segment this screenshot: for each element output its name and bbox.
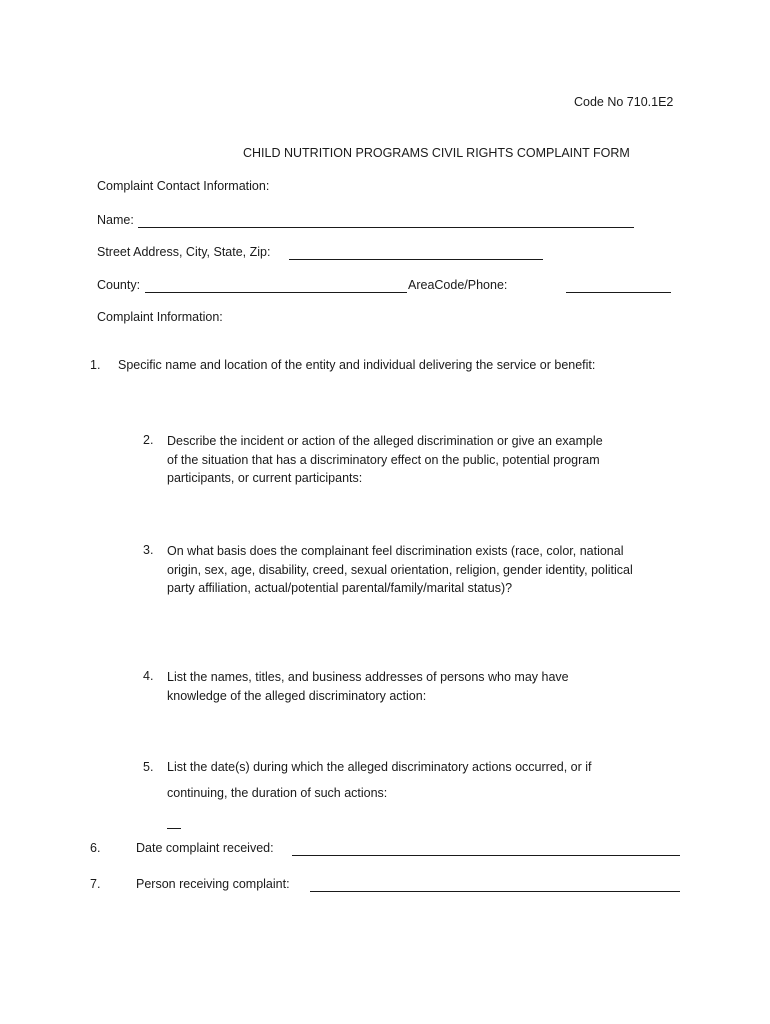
item-5-number: 5. [143,760,154,774]
name-field-line[interactable] [138,227,634,228]
item-5-answer-line[interactable] [167,828,181,829]
item-3-text: On what basis does the complainant feel discrimination exists (race, color, national origin, sex, age, disability, creed, sexual orientation, religion, gender identity, political party affiliation, actual/potential parental/family/marital status)? [167,544,633,595]
item-6-text: Date complaint received: [136,841,274,855]
contact-heading: Complaint Contact Information: [97,179,270,193]
phone-label: AreaCode/Phone: [408,278,508,292]
address-label: Street Address, City, State, Zip: [97,245,271,259]
county-label: County: [97,278,141,292]
item-4-text: List the names, titles, and business addresses of persons who may have knowledge of the alleged discriminatory action: [167,670,569,703]
item-1-number: 1. [90,358,101,372]
item-7-number: 7. [90,877,101,891]
complaint-heading: Complaint Information: [97,310,223,324]
item-5-text-line2: continuing, the duration of such actions: [167,786,388,800]
item-3-number: 3. [143,543,154,557]
item-1-text: Specific name and location of the entity and individual delivering the service or benefit: [118,358,596,372]
item-5-text-line1: List the date(s) during which the alleged discriminatory actions occurred, or if [167,760,592,774]
address-field-line[interactable] [289,259,543,260]
person-receiving-line[interactable] [310,891,680,892]
county-field-line[interactable] [145,292,407,293]
form-title: CHILD NUTRITION PROGRAMS CIVIL RIGHTS COMPLAINT FORM [243,146,630,160]
item-2-number: 2. [143,433,154,447]
item-7-text: Person receiving complaint: [136,877,290,891]
item-6-number: 6. [90,841,101,855]
phone-field-line[interactable] [566,292,671,293]
form-code: Code No 710.1E2 [574,95,674,109]
item-4-number: 4. [143,669,154,683]
name-label: Name: [97,213,134,227]
item-2-text: Describe the incident or action of the alleged discrimination or give an example of the situation that has a discriminatory effect on the public, potential program participants, or current participants: [167,434,603,485]
date-received-line[interactable] [292,855,680,856]
